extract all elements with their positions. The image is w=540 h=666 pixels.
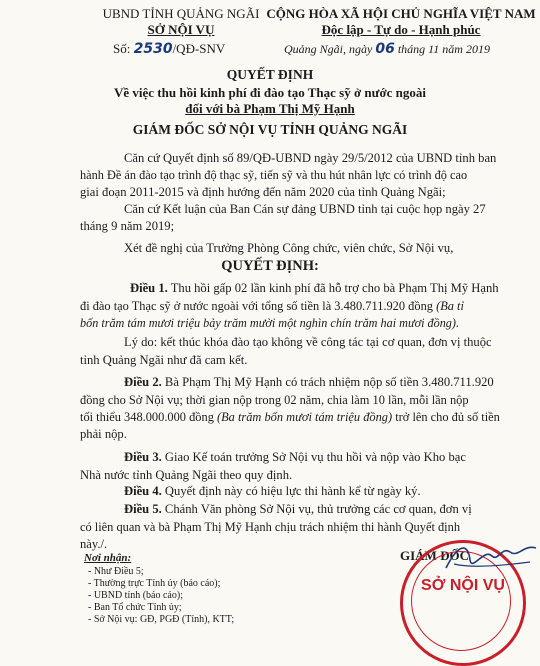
recipient-item: - Sở Nội vụ: GĐ, PGĐ (Tỉnh), KTT;	[88, 614, 235, 625]
basis-3: Xét đề nghị của Trưởng Phòng Công chức, viên chức, Sở Nội vụ,	[124, 241, 454, 255]
article-3-text-1: Giao Kế toán trưởng Sở Nội vụ thu hồi và nộp vào Kho bạc	[161, 450, 466, 464]
agency-name: UBND TỈNH QUẢNG NGÃI	[102, 6, 260, 21]
article-5-label: Điều 5.	[124, 502, 162, 516]
article-1-line-5: tỉnh Quảng Ngãi như đã cam kết.	[80, 353, 248, 367]
article-5-text-1: Chánh Văn phòng Sở Nội vụ, thủ trưởng các cơ quan, đơn vị	[161, 502, 472, 516]
article-5-line-1	[124, 499, 472, 519]
article-3-line-2: Nhà nước tỉnh Quảng Ngãi theo quy định.	[80, 468, 293, 482]
recipient-item: - Ban Tổ chức Tỉnh ủy;	[88, 602, 182, 613]
article-4-line-1	[124, 481, 421, 501]
article-5-line-2: có liên quan và bà Phạm Thị Mỹ Hạnh chịu trách nhiệm thi hành Quyết định	[80, 520, 461, 534]
article-2-text-3a: tối thiểu 348.000.000 đồng	[80, 410, 217, 424]
article-2-line-4: phải nộp.	[80, 427, 127, 441]
document-number	[113, 41, 225, 57]
date-day-handwritten: 06	[375, 41, 395, 57]
seal-text: SỞ NỘI VỤ	[421, 577, 505, 594]
motto-text: Độc lập - Tự do - Hạnh phúc	[321, 22, 481, 37]
article-2-line-3	[80, 407, 500, 427]
article-1-label: Điều 1.	[130, 281, 168, 295]
number-prefix: Số:	[113, 41, 131, 56]
department-name-text: SỞ NỘI VỤ	[147, 22, 215, 37]
issue-date	[284, 41, 490, 57]
article-3-line-1	[124, 447, 466, 467]
article-4-text-1: Quyết định này có hiệu lực thi hành kể từ ngày ký.	[161, 484, 421, 498]
signature-title: GIÁM ĐỐC	[400, 548, 469, 563]
country-name: CỘNG HÒA XÃ HỘI CHỦ NGHĨA VIỆT NAM	[266, 6, 536, 21]
basis-2-line-2: tháng 9 năm 2019;	[80, 219, 175, 233]
article-2-text-3c: trở lên cho đủ số tiền	[392, 410, 500, 424]
recipient-item: - Thường trực Tỉnh ủy (báo cáo);	[88, 578, 221, 589]
issuing-authority: GIÁM ĐỐC SỞ NỘI VỤ TỈNH QUẢNG NGÃI	[132, 122, 408, 137]
article-5-line-3: này./.	[80, 537, 108, 551]
recipient-item: - Như Điều 5;	[88, 566, 144, 577]
basis-1-line-2: hành Đề án đào tạo trình độ thạc sỹ, tiến sỹ và thu hút nhân lực có trình độ cao	[80, 168, 468, 182]
basis-2-line-1: Căn cứ Kết luận của Ban Cán sự đảng UBND tỉnh tại cuộc họp ngày 27	[124, 202, 486, 216]
article-4-label: Điều 4.	[124, 484, 162, 498]
date-prefix: Quảng Ngãi, ngày	[284, 42, 373, 56]
recipients-label: Nơi nhận:	[84, 552, 132, 564]
subject-line-1: Về việc thu hồi kinh phí đi đào tạo Thạc sỹ ở nước ngoài	[114, 85, 426, 100]
motto	[266, 22, 536, 38]
basis-1-line-3: giai đoạn 2011-2015 và định hướng đến năm 2020 của tỉnh Quảng Ngãi;	[80, 185, 446, 199]
article-1-text-1: Thu hồi gấp 02 lần kinh phí đã hỗ trợ cho bà Phạm Thị Mỹ Hạnh	[167, 281, 499, 295]
article-2-line-2: đồng cho Sở Nội vụ; thời gian nộp trong 02 năm, chia làm 10 lần, mỗi lần nộp	[80, 393, 469, 407]
subject-line-2-text: đối với bà Phạm Thị Mỹ Hạnh	[185, 101, 355, 116]
department-name	[86, 22, 276, 38]
basis-1-line-1: Căn cứ Quyết định số 89/QĐ-UBND ngày 29/5/2012 của UBND tỉnh ban	[124, 151, 497, 165]
document-title: QUYẾT ĐỊNH	[226, 67, 314, 82]
article-1-line-4: Lý do: kết thúc khóa đào tạo không về công tác tại cơ quan, đơn vị thuộc	[124, 335, 492, 349]
article-1-text-2: đi đào tạo Thạc sỹ ở nước ngoài với tổng số tiền là 3.480.711.920 đồng	[80, 299, 437, 313]
handwritten-signature	[440, 538, 540, 576]
article-2-line-1	[124, 372, 494, 392]
article-2-text-1: Bà Phạm Thị Mỹ Hạnh có trách nhiệm nộp số tiền 3.480.711.920	[161, 375, 494, 389]
article-3-label: Điều 3.	[124, 450, 162, 464]
decision-heading: QUYẾT ĐỊNH:	[221, 258, 319, 274]
subject-line-2	[0, 101, 540, 117]
article-1-line-1	[130, 278, 499, 298]
article-1-text-2-italic: (Ba tỉ	[436, 299, 464, 313]
article-2-label: Điều 2.	[124, 375, 162, 389]
article-1-line-3: bốn trăm tám mươi triệu bảy trăm mười một nghìn chín trăm hai mươi đồng).	[80, 316, 460, 330]
number-suffix: /QĐ-SNV	[172, 41, 226, 56]
recipients-list	[88, 566, 234, 626]
article-2-text-3b: (Ba trăm bốn mươi tám triệu đồng)	[216, 410, 393, 424]
date-suffix: tháng 11 năm 2019	[397, 42, 490, 56]
number-handwritten: 2530	[133, 41, 173, 57]
recipient-item: - UBND tỉnh (báo cáo);	[88, 590, 183, 601]
